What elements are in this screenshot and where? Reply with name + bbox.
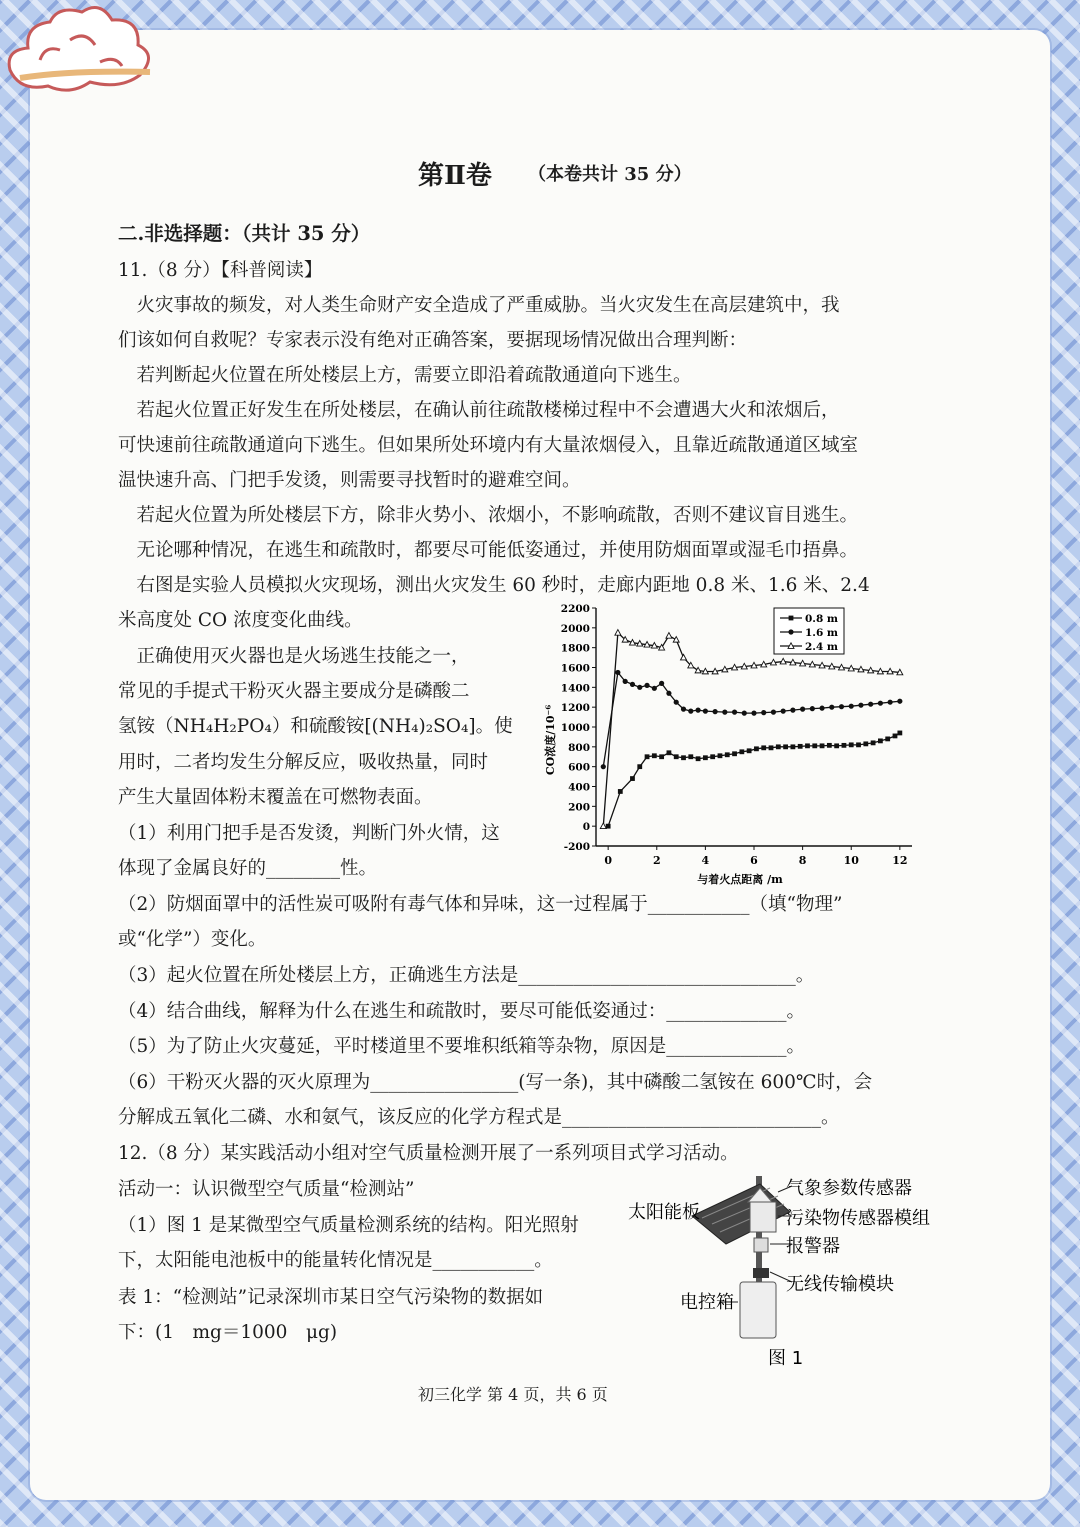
- chart-point: [800, 707, 805, 712]
- chart-point: [827, 743, 832, 748]
- q11-text-line: 们该如何自救呢？专家表示没有绝对正确答案，要据现场情况做出合理判断：: [118, 330, 748, 351]
- chart-point: [713, 709, 718, 714]
- q11-text-line: 若判断起火位置在所处楼层上方，需要立即沿着疏散通道向下逃生。: [118, 365, 692, 386]
- sensor-module-graphic: [750, 1202, 776, 1232]
- chart-point: [754, 746, 759, 751]
- chart-point: [703, 709, 708, 714]
- chart-point: [725, 752, 730, 757]
- chart-point: [659, 681, 664, 686]
- chart-point: [659, 754, 664, 759]
- chart-point: [742, 711, 747, 716]
- chart-point: [667, 750, 672, 755]
- q11-text-line: 若起火位置正好发生在所处楼层，在确认前往疏散楼梯过程中不会遭遇大火和浓烟后，: [118, 400, 840, 421]
- chart-x-axis-label: 与着火点距离 /m: [697, 873, 783, 886]
- chart-y-tick-label: 2000: [560, 622, 590, 635]
- chart-point: [842, 743, 847, 748]
- chart-point: [681, 707, 686, 712]
- chart-point: [790, 744, 795, 749]
- chart-point: [644, 683, 649, 688]
- q12-header: 12.（8 分）某实践活动小组对空气质量检测开展了一系列项目式学习活动。: [118, 1143, 739, 1164]
- chart-series-line: [608, 733, 900, 826]
- chart-point: [878, 701, 883, 706]
- chart-point: [885, 737, 890, 742]
- chart-point: [623, 679, 628, 684]
- chart-x-tick-label: 8: [798, 854, 807, 867]
- chart-legend-label: 1.6 m: [805, 627, 839, 639]
- chart-point: [601, 764, 606, 769]
- chart-point: [783, 744, 788, 749]
- q12-table-intro: 表 1：“检测站”记录深圳市某日空气污染物的数据如: [118, 1287, 544, 1308]
- chart-point: [739, 749, 744, 754]
- chart-y-tick-label: 1600: [560, 662, 590, 675]
- chart-point: [732, 751, 737, 756]
- chart-point: [666, 691, 671, 696]
- chart-point: [674, 700, 679, 705]
- chart-x-tick-label: 0: [604, 854, 612, 867]
- chart-y-tick-label: 1800: [560, 642, 590, 655]
- alarm-graphic: [754, 1238, 768, 1252]
- q11-subquestion-2-cont: 或“化学”）变化。: [118, 929, 267, 950]
- chart-point: [695, 708, 700, 713]
- page-title: 第Ⅱ卷: [418, 161, 492, 191]
- chart-point: [722, 710, 727, 715]
- q11-subquestion-1: （1）利用门把手是否发烫，判断门外火情，这: [118, 823, 500, 844]
- chart-point: [819, 706, 824, 711]
- chart-y-tick-label: 1200: [560, 702, 590, 715]
- chart-point: [776, 744, 781, 749]
- chart-point: [878, 738, 883, 743]
- q11-text-line: 可快速前往疏散通道向下逃生。但如果所处环境内有大量浓烟侵入，且靠近疏散通道区域室: [118, 435, 859, 456]
- chart-point: [888, 700, 893, 705]
- chart-point: [606, 824, 611, 829]
- q12-subquestion-1-cont: 下，太阳能电池板中的能量转化情况是___________。: [118, 1250, 553, 1271]
- chart-point: [710, 754, 715, 759]
- chart-point: [681, 755, 686, 760]
- chart-point: [674, 754, 679, 759]
- chart-point: [637, 685, 642, 690]
- chart-point: [893, 734, 898, 739]
- chart-point: [834, 743, 839, 748]
- q11-text-line: 产生大量固体粉末覆盖在可燃物表面。: [118, 787, 433, 808]
- chart-y-tick-label: 0: [582, 821, 590, 834]
- q12-subquestion-1: （1）图 1 是某微型空气质量检测系统的结构。阳光照射: [118, 1215, 579, 1236]
- q11-text-line: 正确使用灭火器也是火场逃生技能之一，: [118, 646, 470, 667]
- chart-point: [761, 710, 766, 715]
- chart-point: [897, 731, 902, 736]
- co-concentration-chart: [540, 600, 920, 890]
- q11-subquestion-3: （3）起火位置在所处楼层上方，正确逃生方法是______________________________。: [118, 965, 815, 986]
- chart-point: [789, 616, 794, 621]
- figure-1-caption: 图 1: [768, 1348, 804, 1369]
- q11-text-line: 无论哪种情况，在逃生和疏散时，都要尽可能低姿通过，并使用防烟面罩或湿毛巾捂鼻。: [118, 540, 859, 561]
- wireless-module-graphic: [753, 1268, 769, 1278]
- chart-series-line: [603, 633, 900, 826]
- chart-point: [863, 741, 868, 746]
- q11-text-line: 用时，二者均发生分解反应，吸收热量，同时: [118, 752, 489, 773]
- chart-point: [703, 755, 708, 760]
- chart-point: [829, 705, 834, 710]
- figure-1-monitoring-station: [620, 1172, 950, 1372]
- label-meteo-sensor: 气象参数传感器: [786, 1178, 912, 1199]
- chart-x-tick-label: 12: [892, 854, 908, 867]
- q11-subquestion-6-cont: 分解成五氧化二磷、水和氨气，该反应的化学方程式是____________________________。: [118, 1107, 840, 1128]
- label-control-box: 电控箱: [680, 1292, 734, 1313]
- q11-subquestion-4: （4）结合曲线，解释为什么在逃生和疏散时，要尽可能低姿通过：_____________。: [118, 1001, 806, 1022]
- q11-text-line: 右图是实验人员模拟火灾现场，测出火灾发生 60 秒时，走廊内距地 0.8 米、1.6 米、2.4: [118, 575, 870, 596]
- chart-y-axis-label: CO浓度/10⁻⁶: [544, 704, 557, 776]
- chart-point: [747, 748, 752, 753]
- chart-point: [761, 745, 766, 750]
- chart-y-tick-label: 800: [568, 741, 590, 754]
- chart-point: [810, 706, 815, 711]
- chart-point: [696, 756, 701, 761]
- chart-point: [695, 667, 701, 673]
- q11-text-line: 温快速升高、门把手发烫，则需要寻找暂时的避难空间。: [118, 470, 581, 491]
- chart-point: [798, 744, 803, 749]
- chart-point: [871, 740, 876, 745]
- chart-point: [897, 699, 902, 704]
- chart-y-tick-label: 600: [568, 761, 590, 774]
- chart-point: [788, 629, 793, 634]
- chart-point: [618, 789, 623, 794]
- chart-point: [645, 754, 650, 759]
- chart-point: [790, 708, 795, 713]
- chart-point: [637, 764, 642, 769]
- chart-point: [652, 753, 657, 758]
- chart-y-tick-label: 200: [568, 801, 590, 814]
- chart-y-tick-label: 2200: [560, 603, 590, 615]
- chart-legend-label: 2.4 m: [805, 641, 839, 653]
- chart-point: [732, 710, 737, 715]
- label-solar-panel: 太阳能板: [628, 1202, 700, 1223]
- chart-point: [615, 630, 621, 636]
- chart-point: [868, 702, 873, 707]
- q12-table-intro-cont: 下：(1 mg＝1000 μg): [118, 1322, 338, 1343]
- chart-x-tick-label: 2: [652, 854, 661, 867]
- q11-text-line: 若起火位置为所处楼层下方，除非火势小、浓烟小，不影响疏散，否则不建议盲目逃生。: [118, 505, 859, 526]
- q11-text-line: 火灾事故的频发，对人类生命财产安全造成了严重威胁。当火灾发生在高层建筑中，我: [118, 295, 840, 316]
- chart-point: [600, 823, 606, 829]
- chart-y-tick-label: 1400: [560, 682, 590, 695]
- chart-point: [630, 776, 635, 781]
- label-alarm: 报警器: [786, 1236, 840, 1257]
- chart-y-tick-label: 1000: [560, 722, 590, 734]
- chart-point: [805, 743, 810, 748]
- chart-point: [630, 682, 635, 687]
- chart-point: [673, 637, 679, 643]
- label-pollutant-sensor: 污染物传感器模组: [786, 1208, 930, 1229]
- q12-activity-1: 活动一：认识微型空气质量“检测站”: [118, 1179, 415, 1200]
- chart-point: [812, 743, 817, 748]
- q11-text-line: 常见的手提式干粉灭火器主要成分是磷酸二: [118, 681, 470, 702]
- q11-subquestion-1-blank: 体现了金属良好的________性。: [118, 858, 378, 879]
- page-footer: 初三化学 第 4 页，共 6 页: [418, 1385, 608, 1404]
- q11-subquestion-2: （2）防烟面罩中的活性炭可吸附有毒气体和异味，这一过程属于___________（填“物理”: [118, 894, 843, 915]
- chart-point: [849, 742, 854, 747]
- q11-subquestion-6: （6）干粉灭火器的灭火原理为________________(写一条)，其中磷酸二氢铵在 600℃时，会: [118, 1072, 873, 1093]
- chart-point: [652, 686, 657, 691]
- chart-point: [849, 704, 854, 709]
- chart-point: [688, 709, 693, 714]
- chart-point: [688, 754, 693, 759]
- chart-point: [856, 742, 861, 747]
- chart-y-tick-label: 400: [568, 781, 590, 794]
- chart-point: [615, 670, 620, 675]
- chart-series-triangle: [600, 630, 903, 829]
- chart-x-tick-label: 6: [750, 854, 758, 867]
- chart-point: [718, 753, 723, 758]
- chart-x-tick-label: 4: [701, 854, 710, 867]
- chart-legend-label: 0.8 m: [805, 613, 839, 625]
- chart-x-tick-label: 10: [843, 854, 859, 867]
- label-wireless-module: 无线传输模块: [786, 1274, 894, 1295]
- control-box-graphic: [740, 1282, 776, 1338]
- cloud-decoration: [0, 0, 160, 100]
- page-title-note: （本卷共计 35 分）: [528, 164, 692, 185]
- q11-subquestion-5: （5）为了防止火灾蔓延，平时楼道里不要堆积纸箱等杂物，原因是_____________。: [118, 1036, 806, 1057]
- chart-point: [751, 711, 756, 716]
- chart-y-tick-label: -200: [563, 841, 590, 853]
- chart-point: [858, 703, 863, 708]
- chart-point: [771, 710, 776, 715]
- chart-series-square: [606, 731, 902, 829]
- chart-point: [820, 743, 825, 748]
- chart-point: [839, 704, 844, 709]
- q11-text-line: 氢铵（NH₄H₂PO₄）和硫酸铵[(NH₄)₂SO₄]。使: [118, 716, 513, 737]
- q11-text-line: 米高度处 CO 浓度变化曲线。: [118, 610, 363, 631]
- chart-point: [769, 745, 774, 750]
- section-heading: 二.非选择题：（共计 35 分）: [118, 222, 371, 245]
- chart-point: [666, 633, 672, 639]
- chart-point: [681, 654, 687, 660]
- chart-point: [781, 709, 786, 714]
- q11-header: 11.（8 分）【科普阅读】: [118, 260, 323, 281]
